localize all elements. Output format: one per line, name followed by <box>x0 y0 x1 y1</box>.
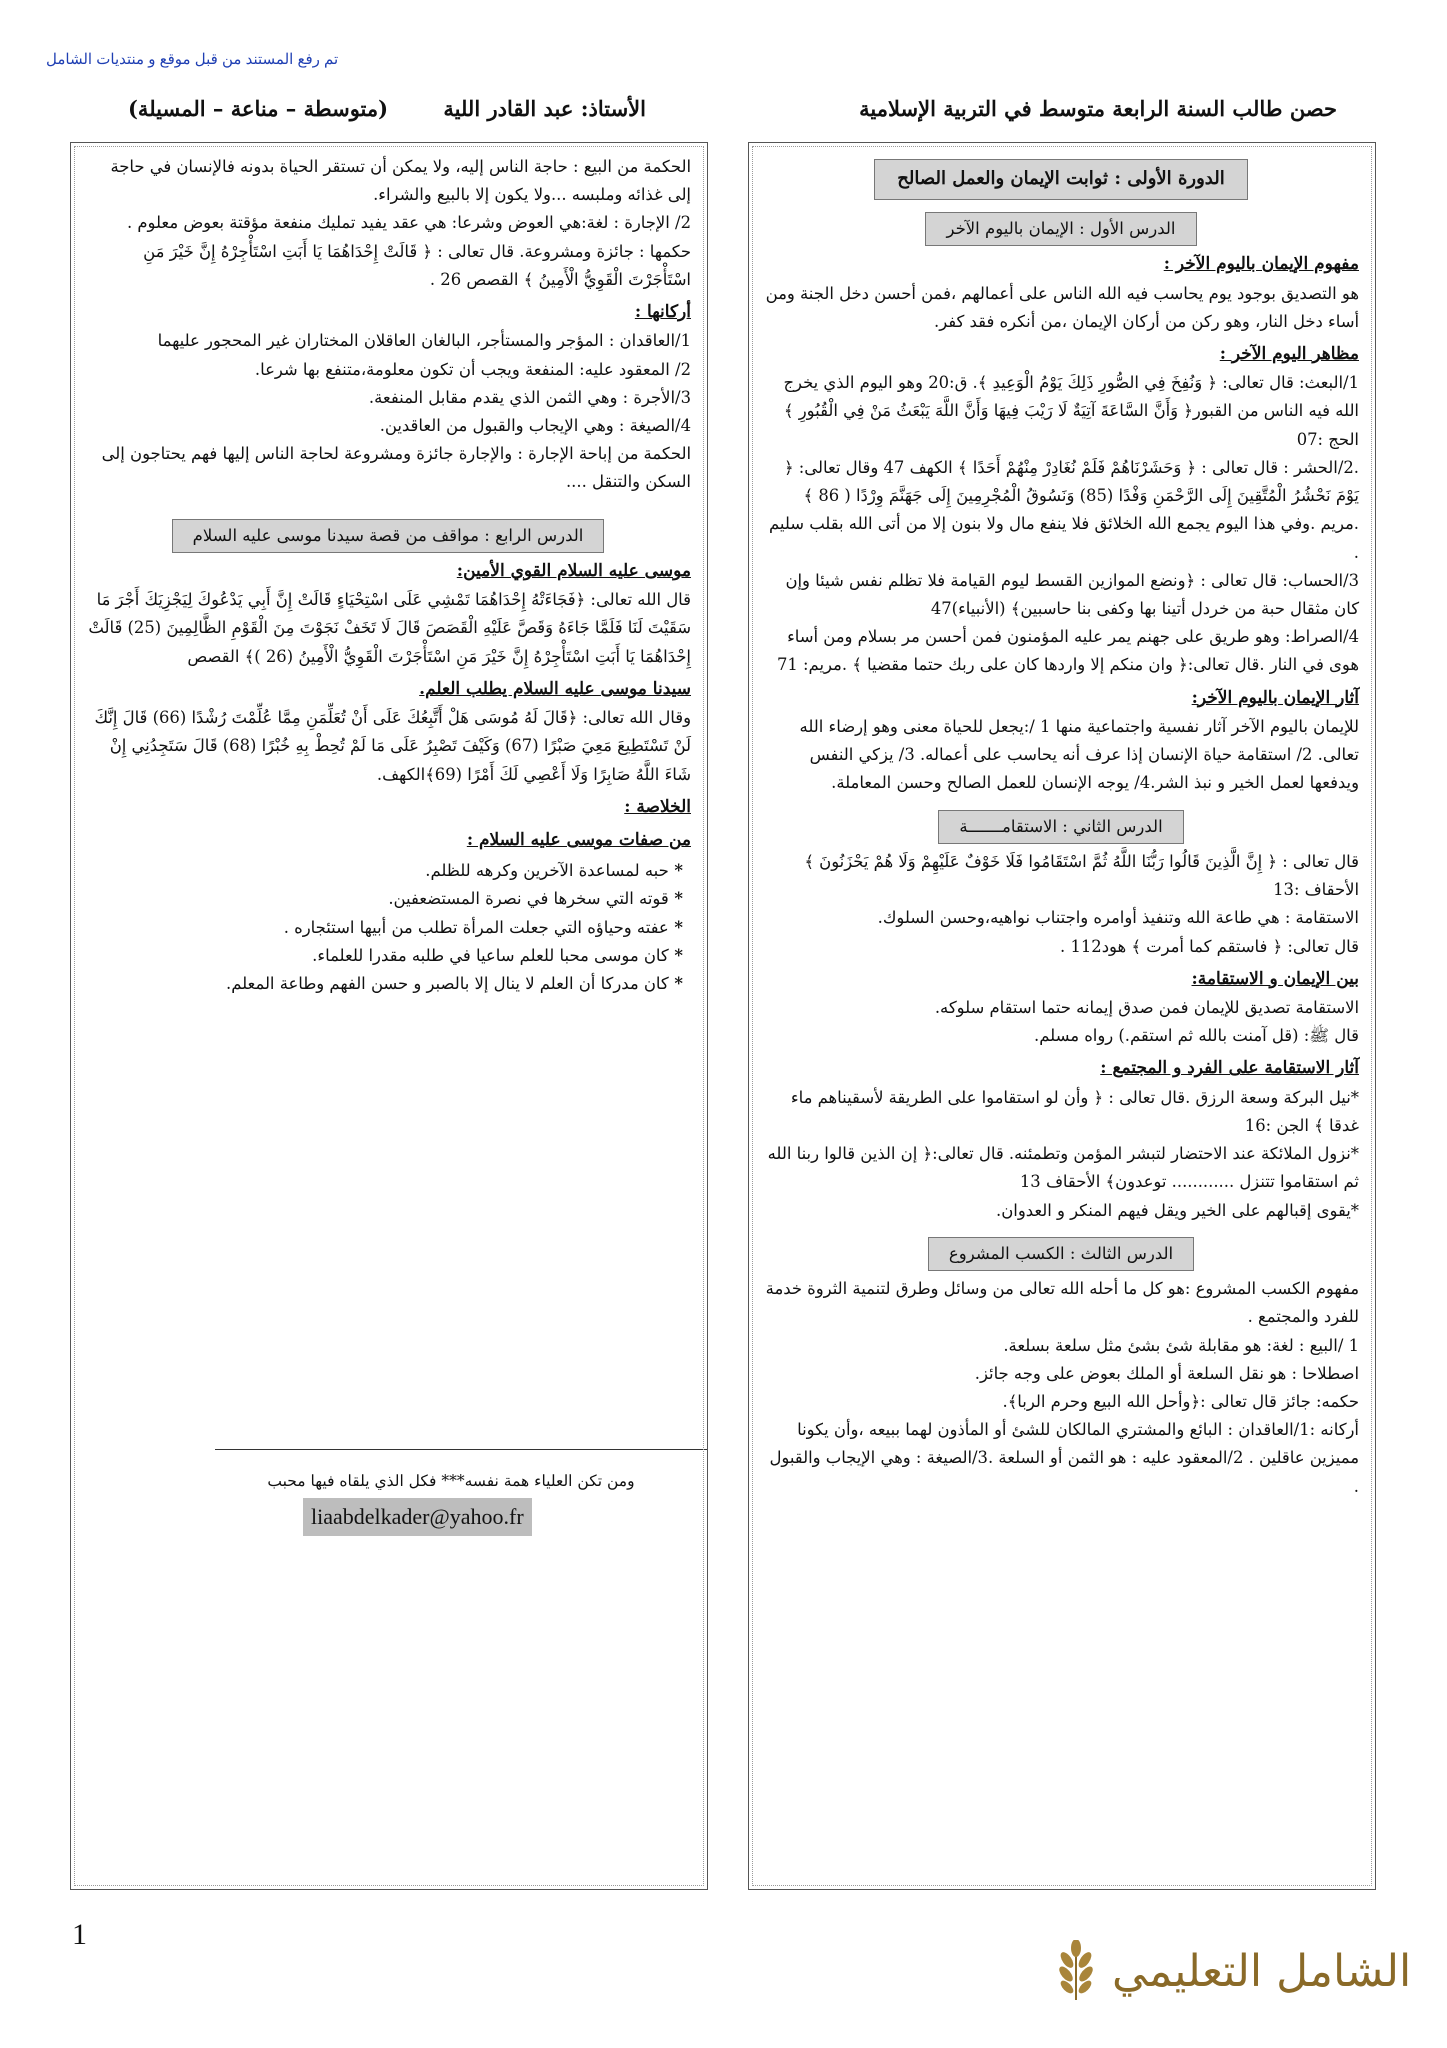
teacher-name: الأستاذ: عبد القادر اللية <box>443 96 646 121</box>
l3-bay3-definition: اصطلاحا : هو نقل السلعة أو الملك بعوض على وجه جائز. <box>974 1363 1359 1383</box>
ijara-hukm: حكمها : جائزة ومشروعة. قال تعالى : ﴿ قَالَتْ إِحْدَاهُمَا يَا أَبَتِ اسْتَأْجِرْهُ إِنَّ خَيْرَ مَنِ اسْتَأْجَرْتَ الْقَوِيُّ الْأَمِينُ ﴾ القصص 26 . <box>143 241 691 289</box>
ijara: 2/ الإجارة : لغة:هي العوض وشرعا: هي عقد يفيد تمليك منفعة مؤقتة بعوض معلوم . <box>126 213 691 233</box>
l4-heading-2: سيدنا موسى عليه السلام يطلب العلم. <box>419 678 691 699</box>
lesson3-title: الدرس الثالث : الكسب المشروع <box>928 1237 1194 1271</box>
l2-verse: قال تعالى : ﴿ إِنَّ الَّذِينَ قَالُوا رَبُّنَا اللَّهُ ثُمَّ اسْتَقَامُوا فَلَا خَوْفٌ عَلَيْهِمْ وَلَا هُمْ يَحْزَنُونَ ﴾ الأحقاف :13 <box>804 851 1359 900</box>
l2-definition: الاستقامة : هي طاعة الله وتنفيذ أوامره واجتناب نواهيه،وحسن السلوك. <box>877 908 1359 928</box>
ijara-arkan-heading: أركانها : <box>634 302 691 323</box>
list-item: * قوته التي سخرها في نصرة المستضعفين. <box>85 885 683 913</box>
l4-traits-heading: من صفات موسى عليه السلام : <box>466 830 691 851</box>
l1-hashr: .2/الحشر : قال تعالى : ﴿ وَحَشَرْنَاهُمْ فَلَمْ نُغَادِرْ مِنْهُمْ أَحَدًا ﴾ الكهف 47 وقال تعالى: ﴿ يَوْمَ نَحْشُرُ الْمُتَّقِينَ إِلَى الرَّحْمَنِ وَفْدًا (85) وَنَسُوقُ الْمُجْرِمِينَ إِلَى جَهَنَّمَ وِرْدًا ( 86 ﴾ .مريم .وفي هذا اليوم يجمع الله الخلائق فلا ينفع مال ولا بنون إلا من أتى الله بقلب سليم . <box>768 457 1359 562</box>
l1-effects-heading: آثار الإيمان باليوم الآخر: <box>1191 687 1359 708</box>
l4-passage-1: قال الله تعالى: ﴿فَجَاءَتْهُ إِحْدَاهُمَا تَمْشِي عَلَى اسْتِحْيَاءٍ قَالَتْ إِنَّ أَبِي يَدْعُوكَ لِيَجْزِيَكَ أَجْرَ مَا سَقَيْتَ لَنَا فَلَمَّا جَاءَهُ وَقَصَّ عَلَيْهِ الْقَصَصَ قَالَ لَا تَخَفْ نَجَوْتَ مِنَ الْقَوْمِ الظَّالِمِينَ (25) قَالَتْ إِحْدَاهُمَا يَا أَبَتِ اسْتَأْجِرْهُ إِنَّ خَيْرَ مَنِ اسْتَأْجَرْتَ الْقَوِيُّ الْأَمِينُ (26 )﴾ القصص <box>88 590 691 666</box>
ijara-rukn-2: 2/ المعقود عليه: المنفعة ويجب أن تكون معلومة،متنفع بها شرعا. <box>254 359 691 379</box>
l4-summary-heading: الخلاصة : <box>624 796 691 817</box>
list-item: * كان مدركا أن العلم لا ينال إلا بالصبر و حسن الفهم وطاعة المعلم. <box>85 970 683 998</box>
school-name: (متوسطة – مناعة – المسيلة) <box>128 96 389 121</box>
poem-line: ومن تكن العلياء همة نفسه*** فكل الذي يلقاه فيها محبب <box>267 1472 635 1490</box>
l2-definition-verse: قال تعالى: ﴿ فاستقم كما أمرت ﴾ هود112 . <box>1060 936 1359 956</box>
ijara-rukn-4: 4/الصيغة : وهي الإيجاب والقبول من العاقدين. <box>379 415 691 435</box>
lesson2-title: الدرس الثاني : الاستقامـــــــة <box>938 810 1183 844</box>
list-item: * حبه لمساعدة الآخرين وكرهه للظلم. <box>85 857 683 885</box>
l2-between-heading: بين الإيمان و الاستقامة: <box>1191 968 1359 989</box>
author-email[interactable]: liaabdelkader@yahoo.fr <box>303 1498 532 1536</box>
l1-concept-heading: مفهوم الإيمان باليوم الآخر : <box>1163 254 1359 275</box>
l4-heading-1: موسى عليه السلام القوي الأمين: <box>456 561 691 582</box>
l2-hadith: قال ﷺ: (قل آمنت بالله ثم استقم.) رواه مسلم. <box>1034 1026 1359 1046</box>
ijara-rukn-1: 1/العاقدان : المؤجر والمستأجر، البالغان العاقلان المختاران غير المحجور عليهما <box>157 331 691 351</box>
l2-effects-heading: آثار الاستقامة على الفرد و المجتمع : <box>1100 1058 1359 1079</box>
l1-scenes-heading: مظاهر اليوم الآخر : <box>1219 344 1359 364</box>
ijara-rukn-3: 3/الأجرة : وهي الثمن الذي يقدم مقابل المنفعة. <box>368 387 691 407</box>
page-number: 1 <box>72 1918 87 1951</box>
list-item: * كان موسى محبا للعلم ساعيا في طلبه مقدرا للعلماء. <box>85 942 683 970</box>
ijara-hikma: الحكمة من إباحة الإجارة : والإجارة جائزة ومشروعة لحاجة الناس إليها فهم يحتاجون إلى السكن والتنقل .... <box>101 444 691 492</box>
lesson1-title: الدرس الأول : الإيمان باليوم الآخر <box>925 212 1196 246</box>
list-item: * عفته وحياؤه التي جعلت المرأة تطلب من أبيها استئجاره . <box>85 914 683 942</box>
l1-effects: للإيمان باليوم الآخر آثار نفسية واجتماعية منها 1 /:يجعل للحياة معنى وهو إرضاء الله تعالى. 2/ استقامة حياة الإنسان إذا عرف أنه يحاسب على أعماله. 3/ يزكي النفس ويدفعها لعمل الخير و نبذ الشر.4/ يوجه الإنسان للعمل الصالح وحسن المعاملة. <box>799 716 1359 793</box>
l1-hisab: 3/الحساب: قال تعالى : ﴿ونضع الموازين القسط ليوم القيامة فلا تظلم نفس شيئا وإن كان مثقال حبة من خردل أتينا بها وكفى بنا حاسبين﴾ (الأنبياء)47 <box>785 570 1359 618</box>
wheat-sprig-icon <box>1050 1940 1102 2002</box>
upload-note: تم رفع المستند من قبل موقع و منتديات الشامل <box>46 51 339 68</box>
unit-title: الدورة الأولى : ثوابت الإيمان والعمل الصالح <box>874 159 1247 200</box>
l1-sirat: 4/الصراط: وهو طريق على جهنم يمر عليه المؤمنون فمن أحسن مر بسلام ومن أساء هوى في النار .قال تعالى:﴿ وان منكم إلا واردها كان على ربك حتما مقضيا ﴾ .مريم: 71 <box>776 627 1359 675</box>
l2-effect-3: *يقوى إقبالهم على الخير ويقل فيهم المنكر و العدوان. <box>996 1200 1359 1220</box>
site-logo <box>1050 1940 1411 2002</box>
l3-bay3: 1 /البيع : لغة: هو مقابلة شئ بشئ مثل سلعة بسلعة. <box>1003 1335 1359 1355</box>
divider <box>215 1449 708 1450</box>
l1-ba3th: 1/البعث: قال تعالى: ﴿ وَنُفِخَ فِي الصُّورِ ذَلِكَ يَوْمُ الْوَعِيدِ ﴾. ق:20 وهو اليوم الذي يخرج الله فيه الناس من القبور﴿ وَأَنَّ السَّاعَةَ آتِيَةٌ لَا رَيْبَ فِيهَا وَأَنَّ اللَّهَ يَبْعَثُ مَنْ فِي الْقُبُورِ ﴾ الحج :07 <box>783 373 1359 449</box>
l2-between: الاستقامة تصديق للإيمان فمن صدق إيمانه حتما استقام سلوكه. <box>934 998 1359 1018</box>
l2-effect-2: *نزول الملائكة عند الاحتضار لتبشر المؤمن وتطمئنه. قال تعالى:﴿ إن الذين قالوا ربنا الله ثم استقاموا تتنزل ............ توعدون﴾ الأحقاف 13 <box>767 1144 1359 1192</box>
teacher-header <box>80 96 646 121</box>
l3-concept: مفهوم الكسب المشروع :هو كل ما أحله الله تعالى من وسائل وطرق لتنمية الثروة خدمة للفرد والمجتمع . <box>765 1279 1359 1327</box>
l3-hukm: حكمه: جائز قال تعالى :﴿وأحل الله البيع وحرم الربا﴾. <box>1002 1392 1359 1412</box>
hikma-bay3: الحكمة من البيع : حاجة الناس إليه، ولا يمكن أن تستقر الحياة بدونه فالإنسان في حاجة إلى غذائه وملبسه ...ولا يكون إلا بالبيع والشراء. <box>110 157 691 205</box>
logo-text: الشامل التعليمي <box>1112 1945 1412 1997</box>
left-column <box>70 142 708 1890</box>
l2-effect-1: *نيل البركة وسعة الرزق .قال تعالى : ﴿ وأن لو استقاموا على الطريقة لأسقيناهم ماء غدقا ﴾ الجن :16 <box>790 1087 1359 1135</box>
l4-passage-2: وقال الله تعالى: ﴿قَالَ لَهُ مُوسَى هَلْ أَتَّبِعُكَ عَلَى أَنْ تُعَلِّمَنِ مِمَّا عُلِّمْتَ رُشْدًا (66) قَالَ إِنَّكَ لَنْ تَسْتَطِيعَ مَعِيَ صَبْرًا (67) وَكَيْفَ تَصْبِرُ عَلَى مَا لَمْ تُحِطْ بِهِ خُبْرًا (68) قَالَ سَتَجِدُنِي إِنْ شَاءَ اللَّهُ صَابِرًا وَلَا أَعْصِي لَكَ أَمْرًا (69﴾الكهف. <box>94 708 691 784</box>
l1-concept: هو التصديق بوجود يوم يحاسب فيه الله الناس على أعمالهم ،فمن أحسن دخل الجنة ومن أساء دخل النار، وهو ركن من أركان الإيمان ،من أنكره فقد كفر. <box>765 283 1359 331</box>
right-column <box>748 142 1376 1890</box>
l3-arkan: أركانه :1/العاقدان : البائع والمشتري المالكان للشئ أو المأذون لهما ببيعه ،وأن يكونا مميزين عاقلين . 2/المعقود عليه : هو الثمن أو السلعة .3/الصيغة : وهي الإيجاب والقبول . <box>769 1420 1359 1496</box>
document-title: حصن طالب السنة الرابعة متوسط في التربية الإسلامية <box>859 96 1337 121</box>
lesson4-title: الدرس الرابع : مواقف من قصة سيدنا موسى عليه السلام <box>172 519 605 553</box>
l4-traits-list <box>85 857 691 998</box>
